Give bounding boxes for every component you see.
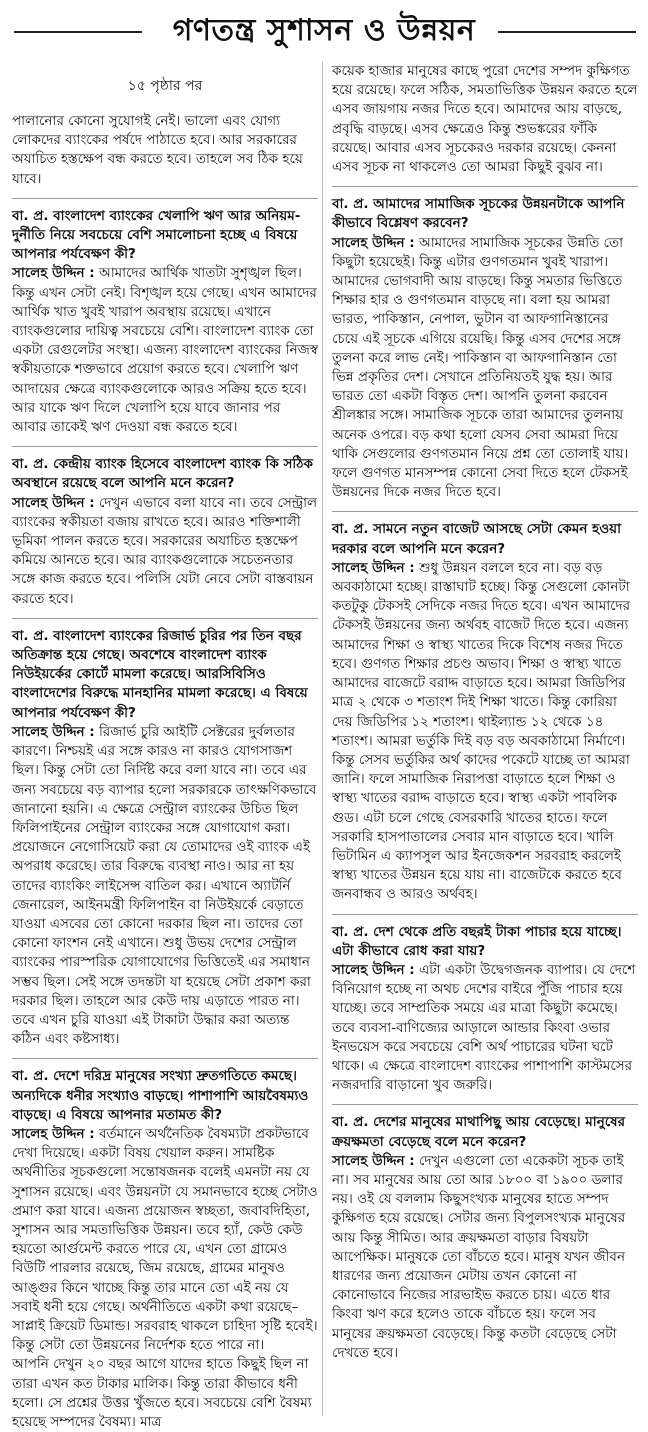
interview-answer <box>12 494 318 609</box>
qa-block <box>12 627 318 1049</box>
qa-block <box>12 207 318 437</box>
paragraph-text: পালানোর কোনো সুযোগই নেই। ভালো এবং যোগ্য লোকদের ব্যাংকের পর্ষদে পাঠাতে হবে। আর সরকারের অযাচিত হস্তক্ষেপ বন্ধ করতে হবে। তাহলে সব ঠিক হয়ে যাবে। <box>12 113 303 187</box>
divider <box>12 198 318 199</box>
interview-answer <box>12 264 318 437</box>
divider <box>12 446 318 447</box>
answer-text: বর্তমানে অর্থনৈতিক বৈষম্যটা প্রকটভাবে দেখা দিয়েছে। একটা বিষয় খেয়াল করুন। সামষ্টিক অর্থনীতির সূচকগুলো সন্তোষজনক বলেই এমনটা নয় যে সুশাসন রয়েছে। এবং উন্নয়নটা যে সমানভাবে হচ্ছে সেটাও প্রমাণ করা যাবে। এজন্য প্রয়োজন স্বচ্ছতা, জবাবদিহিতা, সুশাসন আর সমতাভিত্তিক উন্নয়ন। তবে হ্যাঁ, কেউ কেউ হয়তো আর্গুমেন্ট করতে পারে যে, এখন তো গ্রামেও বিউটি পারলার রয়েছে, জিম রয়েছে, গ্রামের মানুষও আঙ্গুর কিনে খাচ্ছে কিন্তু তার মানে তো এই নয় যে সবাই ধনী হয়ে গেছে। অর্থনীতিতে একটা কথা রয়েছে– সাপ্লাই ক্রিয়েট ডিমান্ড। সরবরাহ থাকলে চাহিদা সৃষ্টি হবেই। কিন্তু সেটা তো উন্নয়নের নির্দেশক হতে পারে না। <box>12 1125 318 1354</box>
divider <box>332 1104 638 1105</box>
answer-text: শুধু উন্নয়ন বললে হবে না। বড় বড় অবকাঠামো হচ্ছে। রাস্তাঘাট হচ্ছে। কিন্তু সেগুলো কোনটা কতটুকু টেকসই সেদিকে নজর দিতে হবে। এখন আমাদের টেকসই উন্নয়নের জন্য অর্থবহ বাজেট দিতে হবে। এজন্য আমাদের শিক্ষা ও স্বাস্থ্য খাতের দিকে বিশেষ নজর দিতে হবে। গুণগত শিক্ষার প্রচণ্ড অভাব। শিক্ষা ও স্বাস্থ্য খাতে আমাদের বাজেটে বরাদ্দ বাড়াতে হবে। আমরা জিডিপির মাত্র ২ থেকে ৩ শতাংশ দিই শিক্ষা খাতে। কিন্তু কোরিয়া দেয় জিডিপির ১২ শতাংশ। থাইল্যান্ড ১২ থেকে ১৪ শতাংশ। আমরা ভর্তুকি দিই বড় বড় অবকাঠামো নির্মাণে। কিন্তু সেসব ভর্তুকির অর্থ কাদের পকেটে যাচ্ছে তা আমরা জানি। ফলে সামাজিক নিরাপত্তা বাড়াতে হলে শিক্ষা ও স্বাস্থ্য খাতের বরাদ্দ বাড়াতে হবে। স্বাস্থ্য একটা পাবলিক গুড। এটা চলে গেছে বেসরকারি খাতের হাতে। ফলে সরকারি হাসপাতালের সেবার মান বাড়াতে হবে। খালি ভিটামিন এ ক্যাপসুল আর ইনজেকশন সরবরাহ করলেই স্বাস্থ্য খাতের উন্নয়ন হয়ে যায় না। বাজেটকে করতে হবে জনবান্ধব ও আরও অর্থবহ। <box>332 559 631 903</box>
divider <box>332 186 638 187</box>
section-title: গণতন্ত্র সুশাসন ও উন্নয়ন <box>163 6 486 57</box>
intro-paragraph <box>12 112 318 189</box>
answer-text: এটা একটা উদ্বেগজনক ব্যাপার। যে দেশে বিনিয়োগ হচ্ছে না অথচ দেশের বাইরে পুঁজি পাচার হয়ে যাচ্ছে। তবে সাম্প্রতিক সময়ে এর মাত্রা কিছুটা কমেছে। তবে ব্যবসা-বাণিজ্যের আড়ালে আন্ডার কিংবা ওভার ইনভয়েস করে সবচেয়ে বেশি অর্থ পাচারের ঘটনা ঘটে থাকে। এ ক্ষেত্রে বাংলাদেশ ব্যাংকের পাশাপাশি কাস্টমসের নজরদারি বাড়ানো খুব জরুরি। <box>332 961 636 1094</box>
interview-answer <box>12 1125 318 1355</box>
speaker-name: সালেহ উদ্দিন : <box>332 234 415 251</box>
header-rule-left <box>14 31 142 33</box>
answer-text: দেখুন এগুলো তো একেকটা সূচক তাই না। সব মানুষের আয় তো আর ১৮০০ বা ১৯০০ ডলার নয়। ওই যে বললাম কিছুসংখ্যক মানুষের হাতে সম্পদ কুক্ষিগত হয়ে রয়েছে। সেটার জন্য বিপুলসংখ্যক মানুষের আয় কিন্তু সীমিত। আর ক্রয়ক্ষমতা বাড়ার বিষয়টা আপেক্ষিক। মানুষকে তো বাঁচতে হবে। মানুষ যখন জীবন ধারণের জন্য প্রয়োজন মেটায় তখন কোনো না কোনোভাবে নিজের সারভাইভ করতে চায়। এতে ধার কিংবা ঋণ করে হলেও তাকে বাঁচতে হয়। ফলে সব মানুষের ক্রয়ক্ষমতা বেড়েছে। কিন্তু কতটা বেড়েছে সেটা দেখতে হবে। <box>332 1152 626 1361</box>
answer-text: আমাদের আর্থিক খাতটা সুশৃঙ্খল ছিল। কিন্তু এখন সেটা নেই। বিশৃঙ্খল হয়ে গেছে। এখন আমাদের আর্থিক খাত খুবই খারাপ অবস্থায় রয়েছে। এখানে ব্যাংকগুলোর দায়িত্ব সবচেয়ে বেশি। বাংলাদেশ ব্যাংক তো একটা রেগুলেটর সংস্থা। এজন্য বাংলাদেশ ব্যাংকের নিজস্ব স্বকীয়তাকে শক্তভাবে প্রয়োগ করতে হবে। খেলাপি ঋণ আদায়ের ক্ষেত্রে ব্যাংকগুলোকে আরও সক্রিয় হতে হবে। আর যাকে ঋণ দিলে খেলাপি হয়ে যাবে জানার পর আবার তাকেই ঋণ দেওয়া বন্ধ করতে হবে। <box>12 265 318 436</box>
qa-block <box>12 455 318 609</box>
paragraph-text: কয়েক হাজার মানুষের কাছে পুরো দেশের সম্পদ কুক্ষিগত হয়ে রয়েছে। ফলে সঠিক, সমতাভিত্তিক উন্নয়ন করতে হলে এসব জায়গায় নজর দিতে হবে। আমাদের আয় বাড়ছে, প্রবৃদ্ধি বাড়ছে। এসব ক্ষেত্রেও কিন্তু শুভঙ্করের ফাঁকি রয়েছে। আবার এসব সূচকেরও দরকার রয়েছে। কেননা এসব সূচক না থাকলেও তো আমরা কিছুই বুঝব না। <box>332 63 638 176</box>
qa-block <box>12 1067 318 1432</box>
answer-text: রিজার্ভ চুরি আইটি সেক্টরের দুর্বলতার কারণে। নিশ্চয়ই এর সঙ্গে কারও না কারও যোগসাজশ ছিল। কিন্তু সেটা তো নির্দিষ্ট করে বলা যাবে না। তবে এর জন্য সবচেয়ে বড় ব্যাপার হলো সরকারকে তাৎক্ষণিকভাবে জানানো হয়নি। এ ক্ষেত্রে সেন্ট্রাল ব্যাংকের উচিত ছিল ফিলিপাইনের সেন্ট্রাল ব্যাংকের সঙ্গে যোগাযোগ করা। প্রয়োজনে নেগোসিয়েট করা যে তোমাদের ওই ব্যাংক এই অপরাধ করেছে। তার বিরুদ্ধে ব্যবস্থা নাও। আর না হয় তাদের ব্যাংকিং লাইসেন্স বাতিল কর। এখানে অ্যাটর্নি জেনারেল, আইনমন্ত্রী ফিলিপাইন বা নিউইয়র্কে বেড়াতে যাওয়া এসবের তো কোনো দরকার ছিল না। তাদের তো কোনো ফাংশন নেই এখানে। শুধু উভয় দেশের সেন্ট্রাল ব্যাংকের পারস্পরিক যোগাযোগের ভিত্তিতেই এর সমাধান সম্ভব ছিল। সেই সঙ্গে তদন্তটা যা হয়েছে সেটা প্রকাশ করা দরকার ছিল। তাহলে আর কেউ দায় এড়াতে পারত না। তবে এখন চুরি যাওয়া এই টাকাটা উদ্ধার করা অত্যন্ত কঠিন এবং কষ্টসাধ্য। <box>12 723 317 1048</box>
qa-block <box>332 1113 638 1363</box>
speaker-name: সালেহ উদ্দিন : <box>332 1152 415 1169</box>
header-rule-right <box>498 31 636 33</box>
interview-question: বা. প্র. সামনে নতুন বাজেট আসছে সেটা কেমন হওয়া দরকার বলে আপনি মনে করেন? <box>332 521 622 557</box>
speaker-name: সালেহ উদ্দিন : <box>332 961 415 978</box>
speaker-name: সালেহ উদ্দিন : <box>12 265 95 282</box>
interview-question: বা. প্র. দেশে দরিদ্র মানুষের সংখ্যা দ্রুতগতিতে কমছে। অন্যদিকে ধনীর সংখ্যাও বাড়ছে। পাশাপাশি আয়বৈষম্যও বাড়ছে। এ বিষয়ে আপনার মতামত কী? <box>12 1068 309 1123</box>
interview-answer <box>332 559 638 905</box>
intro-paragraph <box>332 62 638 177</box>
speaker-name: সালেহ উদ্দিন : <box>12 723 95 740</box>
divider <box>332 511 638 512</box>
section-header <box>0 0 648 62</box>
answer-text: দেখুন এভাবে বলা যাবে না। তবে সেন্ট্রাল ব্যাংকের স্বকীয়তা বজায় রাখতে হবে। আরও শক্তিশালী ভূমিকা পালন করতে হবে। সরকারের অযাচিত হস্তক্ষেপ কমিয়ে আনতে হবে। আর ব্যাংকগুলোকে সচেতনতার সঙ্গে কাজ করতে হবে। পলিসি যেটা নেবে সেটা বাস্তবায়ন করতে হবে। <box>12 494 318 607</box>
right-column <box>332 62 638 1416</box>
interview-question: বা. প্র. দেশ থেকে প্রতি বছরই টাকা পাচার হয়ে যাচ্ছে। এটা কীভাবে রোধ করা যায়? <box>332 923 622 959</box>
interview-answer <box>332 1152 638 1363</box>
interview-question: বা. প্র. বাংলাদেশ ব্যাংকের রিজার্ভ চুরির পর তিন বছর অতিক্রান্ত হয়ে গেছে। অবশেষে বাংলাদেশ ব্যাংক নিউইয়র্কের কোর্টে মামলা করেছে। আরসিবিসিও বাংলাদেশের বিরুদ্ধে মানহানির মামলা করেছে। এ বিষয়ে আপনার পর্যবেক্ষণ কী? <box>12 627 308 721</box>
left-column <box>12 62 318 1430</box>
speaker-name: সালেহ উদ্দিন : <box>12 494 95 511</box>
interview-question: বা. প্র. কেন্দ্রীয় ব্যাংক হিসেবে বাংলাদেশ ব্যাংক কি সঠিক অবস্থানে রয়েছে বলে আপনি মনে করেন? <box>12 456 313 492</box>
interview-question: বা. প্র. দেশের মানুষের মাথাপিছু আয় বেড়েছে। মানুষের ক্রয়ক্ষমতা বেড়েছে বলে মনে করেন? <box>332 1114 626 1150</box>
qa-block <box>332 520 638 904</box>
speaker-name: সালেহ উদ্দিন : <box>12 1125 95 1142</box>
interview-answer <box>332 961 638 1095</box>
divider <box>332 914 638 915</box>
answer-text: আমাদের সামাজিক সূচকের উন্নতি তো কিছুটা হয়েছেই। কিন্তু এটার গুণগতমান খুবই খারাপ। আমাদের ভোগবাদী আয় বাড়ছে। কিন্তু সমতার ভিত্তিতে শিক্ষার হার ও গুণগতমান বাড়ছে না। বলা হয় আমরা ভারত, পাকিস্তান, নেপাল, ভুটান বা আফগানিস্তানের চেয়ে এই সূচকে এগিয়ে রয়েছি। কিন্তু এসব দেশের সঙ্গে তুলনা করে লাভ নেই। পাকিস্তান বা আফগানিস্তান তো ভিন্ন প্রকৃতির দেশ। সেখানে প্রতিনিয়তই যুদ্ধ হয়। আর ভারত তো একটা বিস্তৃত দেশ। আপনি তুলনা করবেন শ্রীলঙ্কার সঙ্গে। সামাজিক সূচকে তারা আমাদের তুলনায় অনেক ওপরে। বড় কথা হলো যেসব সেবা আমরা দিয়ে থাকি সেগুলোর গুণগতমান নিয়ে প্রশ্ন তো তোলাই যায়। ফলে গুণগত মানসম্পন্ন কোনো সেবা দিতে হলে টেকসই উন্নয়নের দিকে নজর দিতে হবে। <box>332 234 629 501</box>
qa-block <box>332 195 638 502</box>
interview-question: বা. প্র. আমাদের সামাজিক সূচকের উন্নয়নটাকে আপনি কীভাবে বিশ্লেষণ করবেন? <box>332 196 625 232</box>
qa-block <box>332 923 638 1096</box>
continued-from-note: ১৫ পৃষ্ঠার পর <box>127 78 203 94</box>
interview-answer <box>332 234 638 503</box>
divider <box>12 1058 318 1059</box>
speaker-name: সালেহ উদ্দিন : <box>332 559 415 576</box>
paragraph-text: আপনি দেখুন ২০ বছর আগে যাদের হাতে কিছুই ছিল না তারা এখন কত টাকার মালিক। কিন্তু তারা কীভাবে ধনী হলো। সে প্রশ্নের উত্তর খুঁজতে হবে। সবচেয়ে বেশি বৈষম্য হয়েছে সম্পদের বৈষম্য। মাত্র <box>12 1356 312 1430</box>
divider <box>12 618 318 619</box>
column-divider <box>322 62 323 1416</box>
interview-question: বা. প্র. বাংলাদেশ ব্যাংকের খেলাপি ঋণ আর অনিয়ম-দুর্নীতি নিয়ে সবচেয়ে বেশি সমালোচনা হচ্ছে এ বিষয়ে আপনার পর্যবেক্ষণ কী? <box>12 207 301 263</box>
interview-answer <box>12 723 318 1049</box>
